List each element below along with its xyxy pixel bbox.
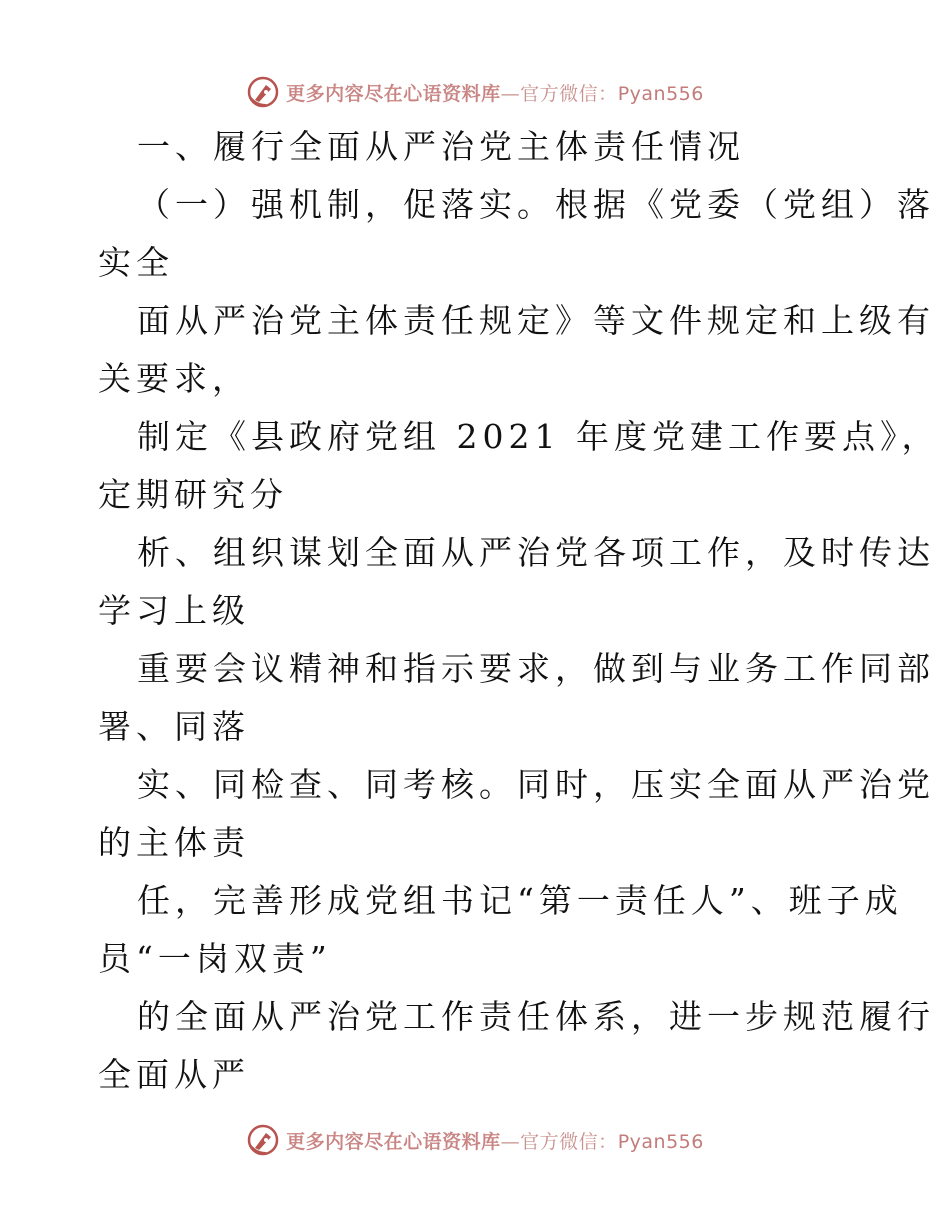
text-line: 面从严治党主体责任规定》等文件规定和上级有 [137,301,935,340]
watermark-contact-label: 官方微信： [520,82,618,105]
watermark-brand: 更多内容尽在心语资料库 [286,82,501,105]
text-line: 员“一岗双责” [98,939,332,978]
text-line: 析、组织谋划全面从严治党各项工作，及时传达 [137,533,935,572]
watermark-contact-id: Pyan556 [617,82,704,105]
text-line: 任，完善形成党组书记“第一责任人”、班子成 [137,881,903,920]
heading-line: 一、履行全面从严治党主体责任情况 [137,127,745,166]
text-line: 定期研究分 [98,475,288,514]
pen-nib-logo-icon [246,1123,280,1157]
text-line: 的全面从严治党工作责任体系，进一步规范履行 [137,997,935,1036]
text-line: 的主体责 [98,823,250,862]
text-line: 制定《县政府党组 2021 年度党建工作要点》， [137,417,940,456]
text-line: 署、同落 [98,707,250,746]
text-line: 实全 [98,243,174,282]
text-line: 实、同检查、同考核。同时，压实全面从严治党 [137,765,935,804]
text-line: 学习上级 [98,591,250,630]
pen-nib-logo-icon [246,75,280,109]
watermark-contact-label: 官方微信： [520,1130,618,1153]
text-line: 全面从严 [98,1055,250,1094]
watermark-dash: — [500,82,521,105]
watermark-text [286,79,704,106]
watermark-dash: — [500,1130,521,1153]
text-line: （一）强机制，促落实。根据《党委（党组）落 [137,185,935,224]
watermark-text [286,1127,704,1154]
watermark-header [0,72,950,112]
text-line: 关要求， [98,359,250,398]
text-line: 重要会议精神和指示要求，做到与业务工作同部 [137,649,935,688]
watermark-brand: 更多内容尽在心语资料库 [286,1130,501,1153]
watermark-contact-id: Pyan556 [617,1130,704,1153]
watermark-footer [0,1120,950,1160]
